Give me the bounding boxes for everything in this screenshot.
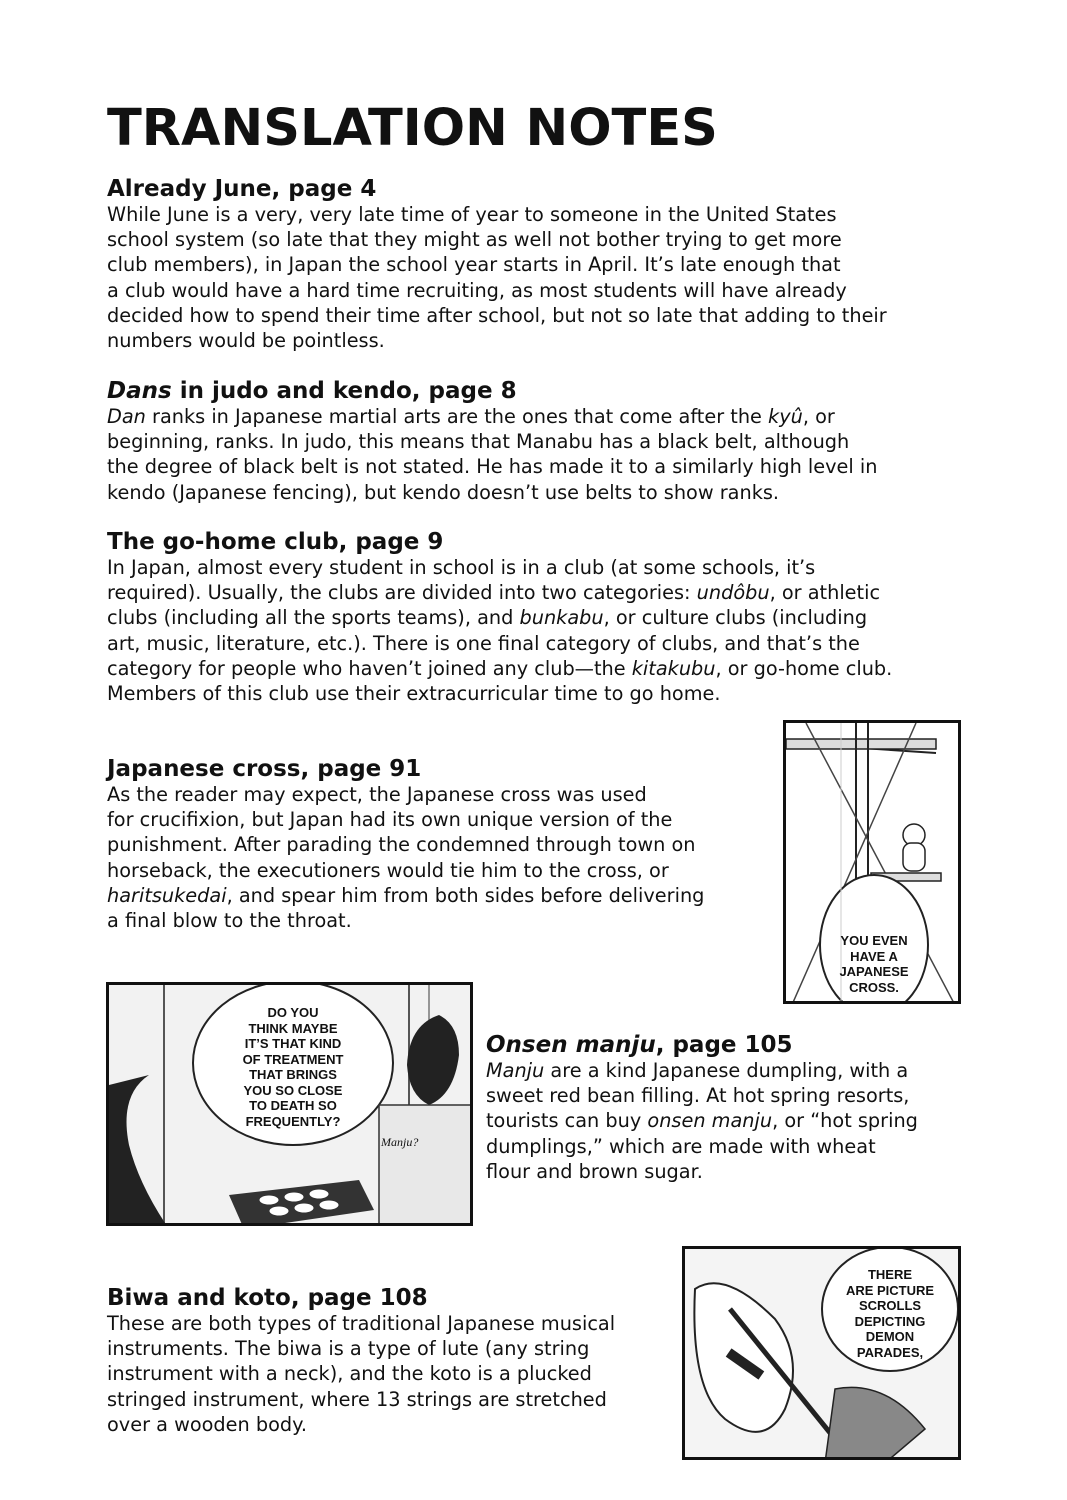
note-line: over a wooden body. bbox=[107, 1412, 307, 1436]
note-already-june bbox=[107, 176, 887, 353]
note-line: Manju are a kind Japanese dumpling, with a bbox=[486, 1059, 909, 1082]
note-line: In Japan, almost every student in school is in a club (at some schools, it’s bbox=[107, 556, 816, 579]
speech-bubble: DO YOU THINK MAYBE IT’S THAT KIND OF TREATMENT THAT BRINGS YOU SO CLOSE TO DEATH SO FREQUENTLY? bbox=[242, 1005, 344, 1129]
page-title: TRANSLATION NOTES bbox=[107, 99, 718, 158]
note-heading: The go-home club, page 9 bbox=[107, 529, 444, 555]
note-line: numbers would be pointless. bbox=[107, 329, 385, 353]
note-dans bbox=[107, 378, 877, 505]
note-line: for crucifixion, but Japan had its own unique version of the bbox=[107, 808, 673, 832]
note-heading: Already June, page 4 bbox=[107, 176, 377, 202]
note-heading-rest: in judo and kendo, page 8 bbox=[171, 378, 517, 404]
note-biwa-koto bbox=[107, 1285, 615, 1437]
note-line: Members of this club use their extracurricular time to go home. bbox=[107, 682, 721, 706]
note-go-home-club bbox=[107, 529, 892, 706]
note-heading-rest: , page 105 bbox=[655, 1032, 793, 1058]
note-heading: Biwa and koto, page 108 bbox=[107, 1285, 428, 1311]
note-japanese-cross bbox=[107, 756, 704, 933]
note-line: art, music, literature, etc.). There is one final category of clubs, and that’s the bbox=[107, 631, 860, 655]
note-line: instruments. The biwa is a type of lute (any string bbox=[107, 1337, 590, 1361]
note-line: flour and brown sugar. bbox=[486, 1159, 703, 1183]
note-line: sweet red bean filling. At hot spring resorts, bbox=[486, 1084, 910, 1108]
note-line: These are both types of traditional Japanese musical bbox=[107, 1312, 616, 1335]
note-line: a club would have a hard time recruiting, as most students will have already bbox=[107, 278, 847, 302]
note-line: decided how to spend their time after school, but not so late that adding to their bbox=[107, 303, 887, 327]
note-line: clubs (including all the sports teams), and bunkabu, or culture clubs (including bbox=[107, 606, 868, 630]
manga-panel-cross bbox=[783, 720, 961, 1004]
note-line: stringed instrument, where 13 strings are stretched bbox=[107, 1387, 607, 1411]
note-line: category for people who haven’t joined any club—the kitakubu, or go-home club. bbox=[107, 656, 893, 680]
note-line: dumplings,” which are made with wheat bbox=[486, 1134, 876, 1158]
note-heading bbox=[486, 1032, 918, 1058]
note-line: tourists can buy onsen manju, or “hot spring bbox=[486, 1109, 918, 1133]
note-line: kendo (Japanese fencing), but kendo doesn’t use belts to show ranks. bbox=[107, 480, 780, 504]
note-heading: Japanese cross, page 91 bbox=[107, 756, 422, 782]
note-line: As the reader may expect, the Japanese cross was used bbox=[107, 783, 647, 806]
speech-bubble: THERE ARE PICTURE SCROLLS DEPICTING DEMON PARADES, bbox=[845, 1267, 935, 1360]
note-line: school system (so late that they might as well not bother trying to get more bbox=[107, 228, 842, 252]
speech-bubble: YOU EVEN HAVE A JAPANESE CROSS. bbox=[839, 933, 909, 995]
note-line: Dan ranks in Japanese martial arts are the ones that come after the kyû, or bbox=[107, 405, 835, 428]
note-line: the degree of black belt is not stated. He has made it to a similarly high level in bbox=[107, 455, 878, 479]
note-heading-em: Dans bbox=[107, 378, 172, 404]
sfx-text: Manju? bbox=[381, 1135, 419, 1149]
manga-panel-manju bbox=[106, 982, 473, 1226]
note-onsen-manju bbox=[486, 1032, 918, 1184]
note-heading bbox=[107, 378, 877, 404]
note-line: punishment. After parading the condemned through town on bbox=[107, 833, 696, 857]
note-line: beginning, ranks. In judo, this means that Manabu has a black belt, although bbox=[107, 430, 850, 454]
note-heading-em: Onsen manju bbox=[486, 1032, 656, 1058]
manga-panel-biwa bbox=[682, 1246, 961, 1460]
note-line: haritsukedai, and spear him from both sides before delivering bbox=[107, 883, 705, 907]
note-line: While June is a very, very late time of year to someone in the United States bbox=[107, 203, 837, 226]
note-line: club members), in Japan the school year starts in April. It’s late enough that bbox=[107, 253, 841, 277]
note-line: required). Usually, the clubs are divided into two categories: undôbu, or athletic bbox=[107, 581, 881, 605]
note-line: instrument with a neck), and the koto is a plucked bbox=[107, 1362, 592, 1386]
note-line: a final blow to the throat. bbox=[107, 909, 352, 933]
note-line: horseback, the executioners would tie him to the cross, or bbox=[107, 858, 669, 882]
